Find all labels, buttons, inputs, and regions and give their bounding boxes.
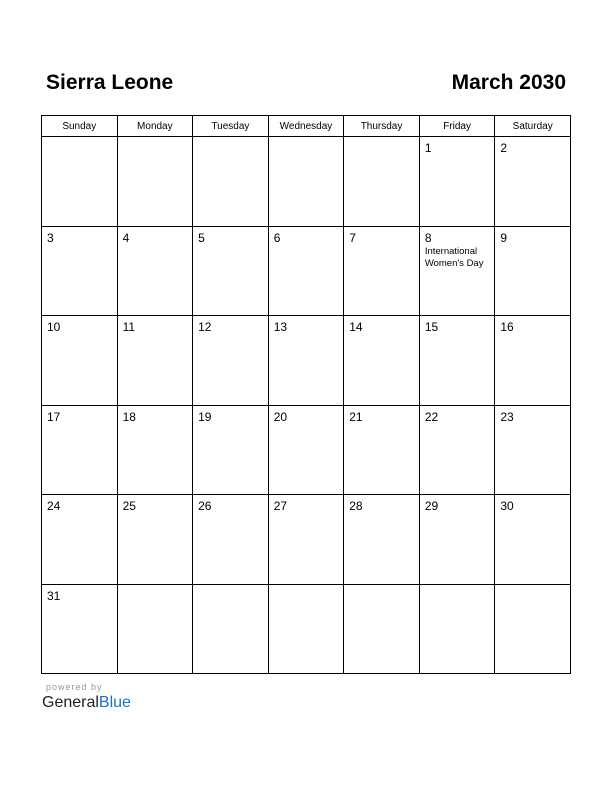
day-cell [268,316,344,406]
day-cell [419,495,495,585]
day-cell [268,226,344,316]
day-cell [42,137,118,227]
day-cell [42,584,118,674]
day-cell [419,226,495,316]
day-number [495,585,570,589]
day-number: 22 [424,409,439,424]
day-number [420,585,495,589]
week-row [42,316,571,406]
day-number [344,137,419,141]
day-cell [495,226,571,316]
weekday-sunday: Sunday [42,116,118,137]
day-cell [268,405,344,495]
day-number: 9 [500,230,508,245]
weekday-saturday: Saturday [495,116,571,137]
day-cell [344,316,420,406]
day-number: 27 [273,499,288,513]
day-number [269,137,344,141]
country-title: Sierra Leone [46,71,174,94]
day-number [269,585,344,589]
day-number: 31 [47,588,61,603]
day-cell [117,584,193,674]
month-title: March 2030 [451,71,566,94]
day-number: 15 [424,320,439,334]
day-cell [42,316,118,406]
day-number: 20 [273,409,288,424]
day-cell [344,405,420,495]
day-number: 3 [47,230,54,245]
calendar-grid [41,115,571,674]
day-number: 17 [47,409,61,424]
day-cell [419,316,495,406]
day-number [42,137,117,141]
day-cell [344,495,420,585]
day-cell [495,316,571,406]
day-number [118,585,193,589]
day-cell [268,137,344,227]
day-number: 8 [424,230,432,245]
day-number: 5 [198,230,205,245]
week-row [42,584,571,674]
day-cell [42,405,118,495]
week-row [42,405,571,495]
day-number: 16 [500,320,514,334]
day-number: 24 [47,499,61,513]
day-cell [42,495,118,585]
day-cell [344,226,420,316]
day-number: 4 [122,230,130,245]
day-cell [344,137,420,227]
day-number [193,137,268,141]
day-number: 7 [349,230,356,245]
day-number: 13 [273,320,288,334]
weekday-thursday: Thursday [344,116,420,137]
day-number: 19 [198,409,212,424]
day-cell [117,405,193,495]
brand-general: General [42,694,99,711]
day-cell [495,495,571,585]
day-number: 29 [424,499,439,513]
day-number: 28 [349,499,363,513]
brand-blue: Blue [98,694,131,711]
day-number: 10 [47,320,61,334]
brand-logo[interactable] [42,694,131,712]
day-number: 30 [500,499,514,513]
day-cell [419,584,495,674]
day-number: 14 [349,320,363,334]
day-cell [193,495,269,585]
day-number [118,137,193,141]
day-number: 6 [273,230,281,245]
weekday-wednesday: Wednesday [268,116,344,137]
day-cell [193,137,269,227]
day-number [344,585,419,589]
day-cell [344,584,420,674]
week-row [42,495,571,585]
week-row [42,226,571,316]
day-cell [117,137,193,227]
day-number: 11 [122,320,136,334]
day-cell [268,584,344,674]
day-cell [117,495,193,585]
weekday-monday: Monday [117,116,193,137]
day-cell [495,405,571,495]
weekday-tuesday: Tuesday [193,116,269,137]
day-number: 1 [424,141,432,155]
day-cell [42,226,118,316]
day-number: 12 [198,320,212,334]
powered-by-text: powered by [46,682,103,692]
week-row [42,137,571,227]
weekday-header-row [42,116,571,137]
day-cell [117,316,193,406]
day-cell [117,226,193,316]
holiday-label: International Women's Day [424,245,484,269]
day-cell [268,495,344,585]
day-cell [495,137,571,227]
day-cell [419,137,495,227]
day-number: 23 [500,409,514,424]
day-number [193,585,268,589]
day-cell [193,405,269,495]
day-cell [193,226,269,316]
day-number: 26 [198,499,212,513]
weekday-friday: Friday [419,116,495,137]
day-cell [193,584,269,674]
day-number: 2 [500,141,508,155]
day-cell [495,584,571,674]
day-number: 21 [349,409,363,424]
day-cell [419,405,495,495]
day-number: 18 [122,409,136,424]
day-number: 25 [122,499,136,513]
day-cell [193,316,269,406]
